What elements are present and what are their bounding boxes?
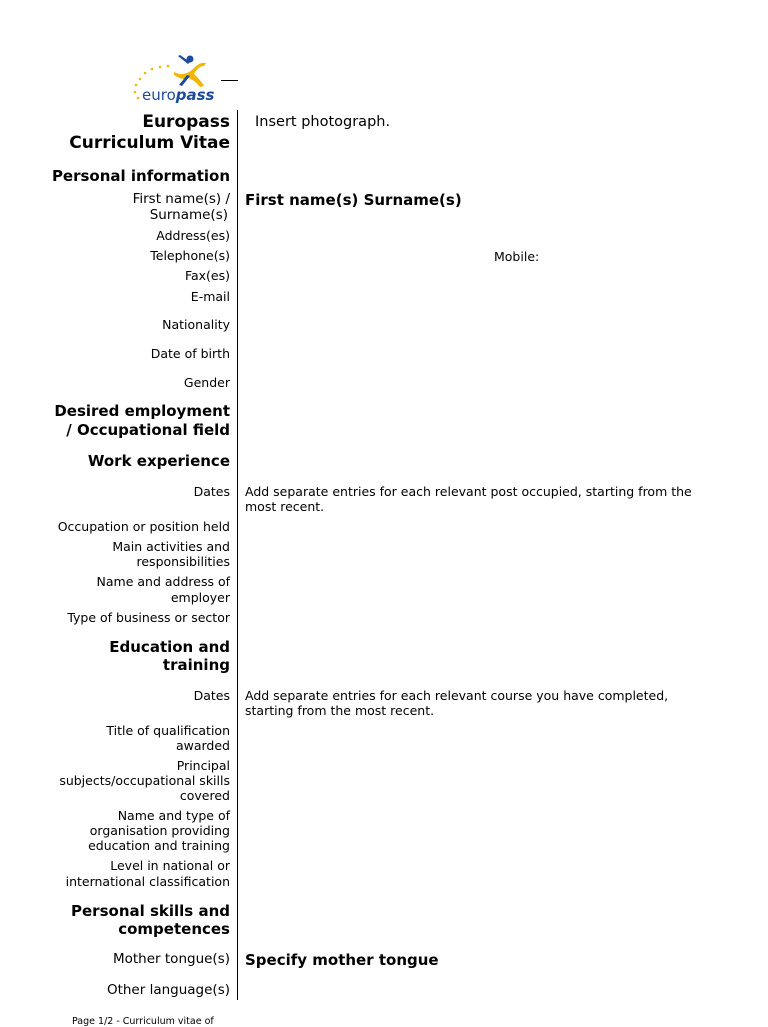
education-heading-line2: training (162, 656, 230, 674)
mobile-label: Mobile: (494, 249, 540, 264)
work-dates-value-line2[interactable]: most recent. (245, 499, 325, 514)
photo-placeholder[interactable]: Insert photograph. (255, 114, 391, 130)
gender-label: Gender (183, 375, 230, 390)
education-dates-value-line1[interactable]: Add separate entries for each relevant course you have completed, (245, 688, 669, 703)
work-dates-label: Dates (193, 484, 230, 499)
cv-title-line2: Curriculum Vitae (69, 133, 230, 153)
skills-heading-line2: competences (118, 920, 230, 938)
name-value[interactable]: First name(s) Surname(s) (245, 191, 462, 209)
name-label-line2: Surname(s) (149, 207, 228, 223)
employer-label-line1: Name and address of (96, 574, 230, 589)
subjects-label-line1: Principal (176, 758, 230, 773)
qualification-label-line1: Title of qualification (106, 723, 230, 738)
organisation-label-line2: organisation providing (89, 823, 230, 838)
education-dates-label: Dates (193, 688, 230, 703)
business-label: Type of business or sector (67, 610, 230, 625)
activities-label-line1: Main activities and (112, 539, 230, 554)
occupation-label: Occupation or position held (57, 519, 230, 534)
email-label: E-mail (190, 289, 230, 304)
subjects-label-line3: covered (179, 788, 230, 803)
other-languages-label: Other language(s) (106, 982, 230, 998)
name-label-line1: First name(s) / (132, 191, 230, 207)
logo-text-pass: pass (175, 86, 215, 104)
nationality-label: Nationality (162, 317, 230, 332)
mother-tongue-value[interactable]: Specify mother tongue (245, 951, 439, 969)
cv-title-line1: Europass (142, 112, 230, 132)
level-label-line1: Level in national or (110, 858, 230, 873)
date-of-birth-label: Date of birth (150, 346, 230, 361)
logo-text-euro: euro (142, 86, 176, 104)
column-divider (237, 110, 238, 1000)
personal-info-heading: Personal information (51, 167, 230, 185)
logo-dash-divider (221, 80, 238, 81)
employer-label-line2: employer (170, 590, 230, 605)
education-dates-value-line2[interactable]: starting from the most recent. (245, 703, 435, 718)
education-heading-line1: Education and (109, 638, 230, 656)
organisation-label-line3: education and training (88, 838, 230, 853)
page-footer: Page 1/2 - Curriculum vitae of (72, 1016, 214, 1027)
mother-tongue-label: Mother tongue(s) (112, 951, 230, 967)
qualification-label-line2: awarded (175, 738, 230, 753)
telephone-label: Telephone(s) (150, 248, 230, 263)
work-dates-value-line1[interactable]: Add separate entries for each relevant post occupied, starting from the (245, 484, 692, 499)
europass-logo-icon (130, 52, 240, 104)
fax-label: Fax(es) (184, 268, 230, 283)
address-label: Address(es) (156, 228, 230, 243)
skills-heading-line1: Personal skills and (71, 902, 230, 920)
level-label-line2: international classification (65, 874, 230, 889)
desired-employment-heading-line1: Desired employment (54, 402, 230, 420)
activities-label-line2: responsibilities (136, 554, 230, 569)
work-experience-heading: Work experience (87, 452, 230, 470)
organisation-label-line1: Name and type of (117, 808, 230, 823)
subjects-label-line2: subjects/occupational skills (59, 773, 230, 788)
svg-text:europass (142, 86, 215, 104)
desired-employment-heading-line2: / Occupational field (66, 421, 230, 439)
